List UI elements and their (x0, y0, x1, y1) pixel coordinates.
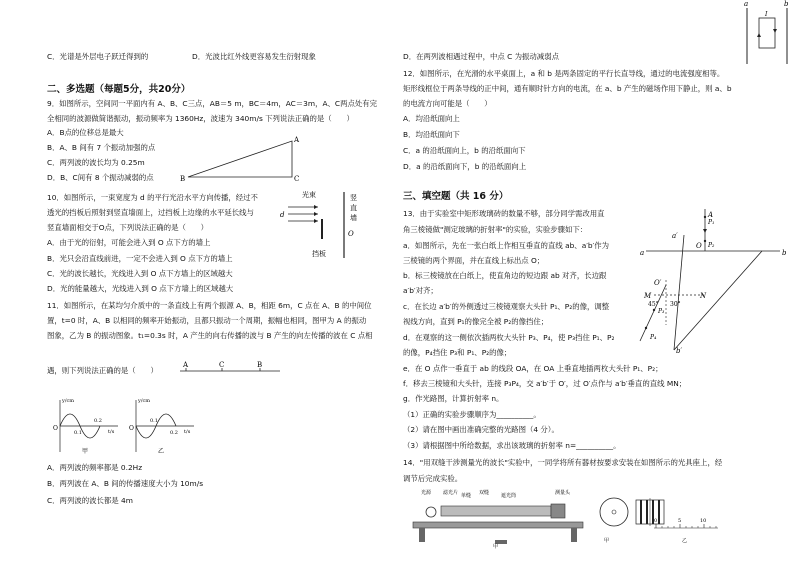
q13-line2: 角三棱镜做"测定玻璃的折射率"的实验，实验步骤如下： (403, 225, 588, 234)
q13-step-d2: 的像，P₄挡住 P₃和 P₁、P₂的像； (403, 348, 512, 357)
prism-o: O (696, 242, 702, 250)
line-b: B (257, 361, 263, 369)
q12-wires-figure (744, 0, 792, 64)
q11-line4: 遇，则下列说法正确的是（ ） (47, 366, 158, 375)
section-fill-in: 三、填空题（共 16 分） (403, 191, 509, 202)
q14-optical-bench (405, 486, 595, 548)
q9-option-a: A．B点的位移总是最大 (47, 128, 124, 137)
scale-0: 0 (654, 518, 658, 524)
tri-label-c: C (294, 175, 300, 183)
bench-label-filter: 滤光片 (443, 490, 459, 496)
q12-line2: 矩形线框位于两条导线的正中间，通有顺时针方向的电流，在 a、b 产生的磁场作用下静止，则 a、b (403, 84, 732, 93)
prism-p2: P₂ (708, 242, 715, 249)
graph-a-label: 甲 (82, 448, 89, 455)
bench-label-double: 双缝 (479, 490, 490, 496)
graph-a-x: t/s (108, 429, 115, 435)
q13-line1: 13．由于实验室中矩形玻璃砖的数量不够，部分同学需改用直 (403, 209, 605, 218)
q10-line2: 透光的挡板后照射到竖直墙面上，过挡板上边缘的水平延长线与 (47, 208, 254, 217)
q13-step-a1: a．如图所示，先在一张白纸上作相互垂直的直线 ab、a′b′作为 (403, 241, 610, 250)
q12-line3: 的电流方向可能是（ ） (403, 99, 492, 108)
q9-option-b: B．A、B 间有 7 个振动加强的点 (47, 143, 156, 152)
prism-o-prime: O′ (654, 279, 662, 287)
q12-option-c: C．a 的沿纸面向上，b 的沿纸面向下 (403, 146, 526, 155)
prism-p4: P₄ (650, 334, 657, 341)
q13-part3: （3）请根据图中所给数据，求出该玻璃的折射率 n=__________。 (403, 441, 621, 450)
wire-b-label: b (784, 0, 789, 8)
q9-line2: 全相同的波源做简谐振动，振动频率为 1360Hz，波速为 340m/s 下列说法正确的是（ ） (47, 114, 354, 123)
q12-line1: 12．如图所示，在光滑的水平桌面上，a 和 b 是两条固定的平行长直导线，通过的电流强度相等。 (403, 69, 725, 78)
prism-p1: P₁ (708, 219, 715, 226)
q9-option-d: D．B、C间有 8 个振动减弱的点 (47, 173, 154, 182)
q11-line-figure (180, 360, 290, 376)
prism-angle-45: 45° (648, 301, 659, 308)
graph-b-o: O (129, 425, 134, 432)
line-a: A (183, 361, 189, 369)
q10-option-b: B．光只会沿直线前进，一定不会进入到 O 点下方的墙上 (47, 254, 233, 263)
prism-angle-30: 30° (670, 301, 681, 308)
q10-option-a: A．由于光的衍射，可能会进入到 O 点下方的墙上 (47, 238, 211, 247)
q10-beam-figure (278, 190, 368, 262)
fringe-label-jia: 甲 (604, 538, 610, 544)
q13-part1: （1）正确的实验步骤顺序为__________。 (403, 410, 541, 419)
q13-prism-figure (640, 205, 790, 355)
q11-option-c: C．两列波的波长都是 4m (47, 496, 133, 505)
graph-b (128, 396, 198, 456)
q9-triangle-figure (180, 133, 300, 183)
beam-o-label: O (348, 230, 354, 238)
q14-fringe-figure (596, 492, 726, 548)
q11-line3: 图象，乙为 B 的振动图象。t₁=0.3s 时，A 产生的向右传播的波与 B 产生的向左传播的波在 C 点相 (47, 331, 373, 340)
prism-point-a: A (708, 211, 714, 219)
q13-part2: （2）请在图中画出准确完整的光路图（4 分）。 (403, 425, 559, 434)
current-label: I (765, 11, 768, 18)
q14-line2: 调节后完成实验。 (403, 474, 463, 483)
beam-label: 光束 (302, 191, 316, 199)
q10-line3: 竖直墙面相交于O点，下列说法正确的是（ ） (47, 223, 209, 232)
tri-label-a: A (294, 136, 300, 144)
q12-option-b: B．均沿纸面向下 (403, 130, 460, 139)
q11-option-a: A．两列波的频率都是 0.2Hz (47, 463, 143, 472)
q10-line1: 10．如图所示，一束宽度为 d 的平行光沿水平方向传播，经过不 (47, 193, 258, 202)
q13-step-g: g．作光路图，计算折射率 n。 (403, 394, 504, 403)
graph-b-label: 乙 (158, 448, 165, 455)
bench-label-jia: 甲 (493, 544, 499, 550)
q12-option-d: D．a 的沿纸面向下，b 的沿纸面向上 (403, 162, 527, 171)
prism-b-prime: b′ (676, 347, 683, 355)
prism-b: b (782, 249, 787, 257)
prism-a-prime: a′ (672, 232, 678, 240)
line-c: C (219, 361, 225, 369)
q9-option-c: C．两列波的波长均为 0.25m (47, 158, 145, 167)
graph-b-x: t/s (184, 429, 191, 435)
tri-label-b: B (180, 175, 186, 183)
section-multi-choice: 二、多选题（每题5分，共20分） (47, 84, 191, 95)
graph-a-t1: 0.1 (74, 430, 82, 436)
graph-a-t2: 0.2 (94, 418, 102, 424)
graph-a-y: y/cm (62, 398, 75, 404)
q13-step-c2: 视线方向，直到 P₁的像完全被 P₂的像挡住； (403, 317, 549, 326)
q13-step-c1: c．在长边 a′b′的外侧透过三棱镜观察大头针 P₁、P₂的像，调整 (403, 302, 610, 311)
prism-a: a (640, 249, 645, 257)
q13-step-f: f．移去三棱镜和大头针，连接 P₃P₄，交 a′b′于 O′，过 O′点作与 a′b′垂直的直线 MN； (403, 379, 687, 388)
prism-p3: P₃ (658, 308, 665, 315)
option-c-prev: C．光谱是外层电子跃迁得到的 (47, 52, 149, 61)
q13-step-b1: b．标三棱镜放在白纸上，使直角边的短边跟 ab 对齐，长边跟 (403, 271, 607, 280)
bench-label-head: 测量头 (555, 490, 571, 496)
baffle-label: 挡板 (312, 250, 326, 258)
wall-char-3: 墙 (350, 214, 357, 222)
q9-line1: 9．如图所示，空间同一平面内有 A、B、C三点，AB＝5 m，BC＝4m，AC＝3m，A、C两点处有完 (47, 99, 378, 108)
scale-10: 10 (700, 518, 707, 524)
graph-b-y: y/cm (138, 398, 151, 404)
q10-option-d: D．光的能量越大，光线进入到 O 点下方墙上的区域越大 (47, 284, 234, 293)
prism-m: M (644, 292, 652, 300)
beam-d-label: d (280, 211, 285, 219)
wall-char-1: 竖 (350, 194, 357, 202)
wire-a-label: a (744, 0, 749, 8)
graph-b-t1: 0.1 (150, 418, 158, 424)
q14-line1: 14．"用双缝干涉测量光的波长"实验中，一同学将所有器材按要求安装在如图所示的光具座上，经 (403, 458, 723, 467)
bench-label-slit: 单缝 (461, 493, 472, 499)
graph-a-o: O (53, 425, 58, 432)
q13-step-b2: a′b′对齐； (403, 286, 438, 295)
bench-label-tube: 遮光筒 (501, 493, 517, 499)
q11-option-d: D．在两列波相遇过程中，中点 C 为振动减弱点 (403, 52, 559, 61)
graph-b-t2: 0.2 (170, 430, 178, 436)
wall-char-2: 直 (350, 204, 357, 212)
option-d-prev: D．光波比红外线更容易发生衍射现象 (192, 52, 316, 61)
q12-option-a: A．均沿纸面向上 (403, 114, 460, 123)
q13-step-e: e．在 O 点作一垂直于 ab 的线段 OA，在 OA 上垂直地插两枚大头针 P₁、P₂； (403, 364, 663, 373)
scale-5: 5 (678, 518, 682, 524)
q11-option-b: B．两列波在 A、B 间的传播速度大小为 10m/s (47, 479, 204, 488)
q13-step-a2: 三棱镜的两个界面，并在直线上标出点 O； (403, 256, 545, 265)
bench-label-light: 光源 (421, 490, 432, 496)
q13-step-d1: d．在观察的这一侧依次插两枚大头针 P₃、P₄，使 P₃挡住 P₁、P₂ (403, 333, 615, 342)
q11-line1: 11．如图所示，在某均匀介质中的一条直线上有两个振源 A、B，相距 6m，C 点在 A、B 的中间位 (47, 301, 372, 310)
prism-n: N (700, 292, 707, 300)
scale-label-yi: 乙 (682, 538, 688, 544)
q10-option-c: C．光的波长越长，光线进入到 O 点下方墙上的区域越大 (47, 269, 233, 278)
q11-line2: 置，t=0 时，A、B 以相同的频率开始振动，且都只振动一个周期，振幅也相同，图甲为 A 的振动 (47, 316, 367, 325)
graph-a (52, 396, 122, 456)
